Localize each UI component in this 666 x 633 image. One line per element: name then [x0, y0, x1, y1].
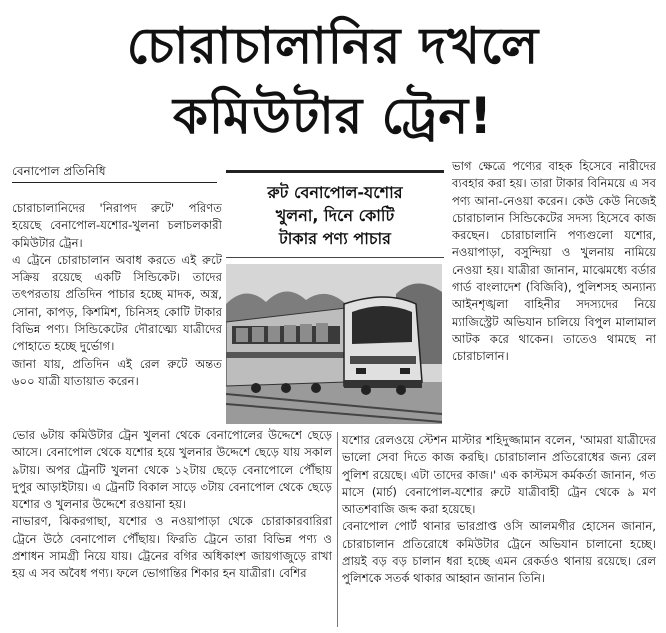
article-paragraph: এ ট্রেনে চোরাচালান অবাধ করতে এই রুটে সক্রিয় রয়েছে একটি সিন্ডিকেট। তাদের তৎপরতায় প্রতিদিন পাচার হচ্ছে মাদক, অস্ত্র, সোনা, কাপড়, কিশমিশ, চিনিসহ কোটি টাকার বিভিন্ন পণ্য। সিন্ডিকেটের দৌরাত্ম্যে যাত্রীদের পোহাতে হচ্ছে দুর্ভোগ।	[12, 252, 222, 354]
article-right-column	[452, 158, 656, 366]
train-photo	[226, 264, 442, 424]
article-paragraph: জানা যায়, প্রতিদিন এই রেল রুটে অন্তত ৬০০ যাত্রী যাতায়াত করেন।	[12, 356, 222, 388]
article-paragraph: ভোর ৬টায় কমিউটার ট্রেন খুলনা থেকে বেনাপোলের উদ্দেশে ছেড়ে আসে। বেনাপোল থেকে যশোর হয়ে খুলনার উদ্দেশে ছেড়ে যায় সকাল ৯টায়। অপর ট্রেনটি খুলনা থেকে ১২টায় ছেড়ে বেনাপোলে পৌঁছায় দুপুর আড়াইটায়। এ ট্রেনটি বিকাল সাড়ে ৩টায় বেনাপোল থেকে ছেড়ে যশোর ও খুলনার উদ্দেশে রওয়ানা হয়।	[12, 428, 332, 512]
article-paragraph: ভাগ ক্ষেত্রে পণ্যের বাহক হিসেবে নারীদের ব্যবহার করা হয়। তারা টাকার বিনিময়ে এ সব পণ্য আনা-নেওয়া করেন। কেউ কেউ নিজেই চোরাচালান সিন্ডিকেটের সদস্য হিসেবে কাজ করছেন। চোরাচালানি পণ্যগুলো যশোর, নওয়াপাড়া, বসুন্দিয়া ও খুলনায় নামিয়ে নেওয়া হয়। যাত্রীরা জানান, মাঝেমধ্যে বর্ডার গার্ড বাংলাদেশ (বিজিবি), পুলিশসহ অন্যান্য আইনশৃঙ্খলা বাহিনীর সদস্যদের নিয়ে ম্যাজিস্ট্রেট অভিযান চালিয়ে বিপুল মালামাল আটক করে থাকেন। তাতেও থামছে না চোরাচালান।	[452, 159, 656, 364]
byline: বেনাপোল প্রতিনিধি	[12, 163, 217, 183]
headline-line-1: চোরাচালানির দখলে	[126, 17, 540, 75]
article-paragraph: নাভারণ, ঝিকরগাছা, যশোর ও নওয়াপাড়া থেকে চোরাকারবারিরা ট্রেনে উঠে বেনাপোল পৌঁছায়। ফিরতি ট্রেনে তারা বিভিন্ন পণ্য ও প্রশাধন সামগ্রী নিয়ে যায়। ট্রেনের বগির অধিকাংশ জায়গাজুড়ে রাখা হয় এ সব অবৈধ পণ্য। ফলে ভোগান্তির শিকার হন যাত্রীরা। বেশির	[12, 514, 332, 581]
subheadline-line-2: খুলনা, দিনে কোটি	[275, 206, 395, 225]
article-paragraph: চোরাচালানিদের 'নিরাপদ রুটে' পরিণত হয়েছে বেনাপোল-যশোর-খুলনা চলাচলকারী কমিউটার ট্রেন।	[12, 201, 222, 250]
subheadline-line-1: রুট বেনাপোল-যশোর	[267, 183, 403, 202]
article-bottom-right-column	[342, 432, 656, 588]
column-divider	[337, 432, 338, 627]
article-left-column	[12, 200, 222, 390]
subheadline-line-3: টাকার পণ্য পাচার	[279, 229, 391, 248]
article-paragraph: বেনাপোল পোর্ট থানার ভারপ্রাপ্ত ওসি আলমগীর হোসেন জানান, চোরাচালান প্রতিরোধে কমিউটার ট্রেনে অভিযান চালানো হচ্ছে। প্রায়ই বড় বড় চালান ধরা হচ্ছে এমন রেকর্ডও থানায় রয়েছে। রেল পুলিশকে সতর্ক থাকার আহ্বান জানান তিনি।	[342, 519, 656, 586]
subheadline-box	[226, 170, 444, 258]
train-illustration	[226, 264, 442, 424]
article-bottom-left-column	[12, 427, 332, 583]
article-paragraph: যশোর রেলওয়ে স্টেশন মাস্টার শহিদুজ্জামান বলেন, 'আমরা যাত্রীদের ভালো সেবা দিতে কাজ করছি। চোরাচালান প্রতিরোধের জন্য রেল পুলিশ রয়েছে। এটা তাদের কাজ।' এক কাস্টমস কর্মকর্তা জানান, গত মাসে (মার্চ) বেনাপোল-যশোর রুটে যাত্রীবাহী ট্রেন থেকে ৯ মণ আতশবাজি জব্দ করা হয়েছে।	[342, 433, 656, 517]
headline-line-2: কমিউটার ট্রেন!	[172, 87, 494, 145]
